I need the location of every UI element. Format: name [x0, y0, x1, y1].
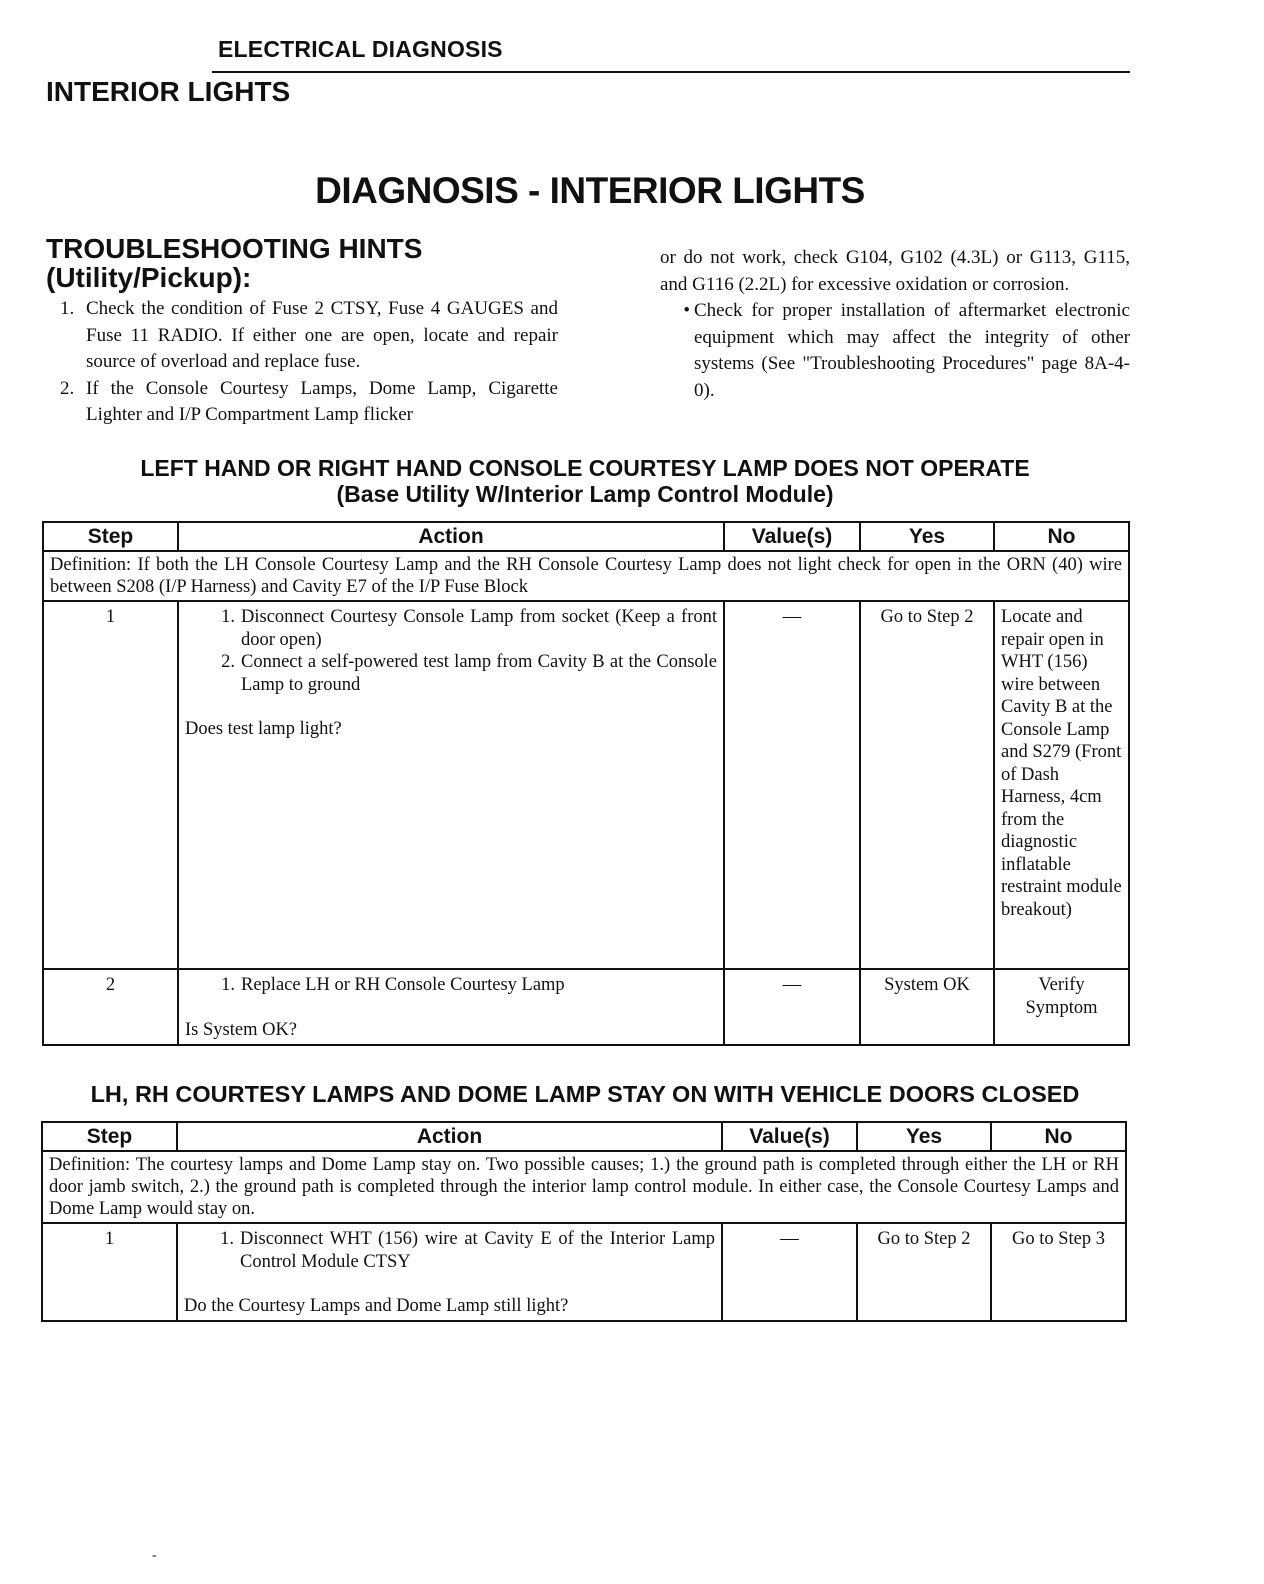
action-text: Disconnect WHT (156) wire at Cavity E of the Interior Lamp Control Module CTSY: [240, 1229, 715, 1272]
action-text: Replace LH or RH Console Courtesy Lamp: [241, 975, 565, 995]
table-header-row: [42, 1122, 1126, 1151]
hint-number: 1.: [60, 298, 75, 319]
step-number: 1: [42, 1223, 177, 1321]
subsection-title: INTERIOR LIGHTS: [46, 76, 291, 107]
action-number: 1.: [221, 607, 235, 627]
table-row: [42, 1223, 1126, 1321]
header-yes: Yes: [857, 1122, 991, 1151]
action-line: [185, 606, 717, 651]
table1: [42, 521, 1130, 1046]
header-values: Value(s): [722, 1122, 857, 1151]
action-question: Does test lamp light?: [185, 719, 342, 739]
hints-heading: [46, 234, 422, 292]
definition-text: Definition: The courtesy lamps and Dome Lamp stay on. Two possible causes; 1.) the ground path is completed through either the LH or RH door jamb switch, 2.) the ground path is completed through the interior lamp control module. In either case, the Console Courtesy Lamps and Dome Lamp would stay on.: [42, 1151, 1126, 1223]
header-rule: [212, 71, 1130, 73]
hint-continuation: or do not work, check G104, G102 (4.3L) or G113, G115, and G116 (2.2L) for excessive oxidation or corrosion.: [660, 247, 1130, 295]
value-cell: —: [724, 601, 860, 969]
hint-number: 2.: [60, 377, 75, 399]
hints-heading-line2: (Utility/Pickup):: [46, 262, 252, 293]
page-title: DIAGNOSIS - INTERIOR LIGHTS: [315, 170, 865, 211]
hint-item: [60, 376, 558, 429]
action-line: [184, 1228, 715, 1273]
definition-row: [43, 551, 1129, 601]
action-number: 1.: [221, 975, 235, 995]
footer-mark: -: [152, 1548, 157, 1563]
action-line: [185, 974, 717, 997]
header-no: No: [994, 522, 1129, 551]
definition-text: Definition: If both the LH Console Courtesy Lamp and the RH Console Courtesy Lamp does not light check for open in the ORN (40) wire between S208 (I/P Harness) and Cavity E7 of the I/P Fuse Block: [43, 551, 1129, 601]
hints-right-column: [660, 245, 1130, 404]
hint-bullet-text: Check for proper installation of aftermarket electronic equipment which may affect the integrity of other systems (See "Troubleshooting Procedures" page 8A-4-0).: [694, 300, 1130, 401]
header-action: Action: [178, 522, 724, 551]
action-text: Connect a self-powered test lamp from Cavity B at the Console Lamp to ground: [241, 652, 717, 695]
value-cell: —: [724, 969, 860, 1045]
hint-item: [60, 296, 558, 376]
action-cell: [178, 601, 724, 969]
table1-title-line1: LEFT HAND OR RIGHT HAND CONSOLE COURTESY LAMP DOES NOT OPERATE: [140, 455, 1030, 481]
hint-bullet-item: [660, 298, 1130, 404]
value-cell: —: [722, 1223, 857, 1321]
action-number: 2.: [221, 652, 235, 672]
action-question: Is System OK?: [185, 1019, 298, 1040]
no-cell: Verify Symptom: [994, 969, 1129, 1045]
step-number: 2: [43, 969, 178, 1045]
action-line: [185, 651, 717, 696]
hints-left-column: [60, 296, 558, 429]
yes-cell: System OK: [860, 969, 994, 1045]
header-step: Step: [42, 1122, 177, 1151]
no-cell: Locate and repair open in WHT (156) wire between Cavity B at the Console Lamp and S279 (Front of Dash Harness, 4cm from the diagnostic inflatable restraint module breakout): [994, 601, 1129, 969]
yes-cell: Go to Step 2: [857, 1223, 991, 1321]
header-action: Action: [177, 1122, 722, 1151]
header-step: Step: [43, 522, 178, 551]
header-yes: Yes: [860, 522, 994, 551]
step-number: 1: [43, 601, 178, 969]
header-no: No: [991, 1122, 1126, 1151]
hint-text: If the Console Courtesy Lamps, Dome Lamp, Cigarette Lighter and I/P Compartment Lamp flicker: [86, 377, 558, 425]
table-row: [43, 969, 1129, 1045]
table2-title: LH, RH COURTESY LAMPS AND DOME LAMP STAY ON WITH VEHICLE DOORS CLOSED: [90, 1081, 1080, 1107]
action-text: Disconnect Courtesy Console Lamp from socket (Keep a front door open): [241, 607, 717, 650]
definition-row: [42, 1151, 1126, 1223]
action-cell: [178, 969, 724, 1045]
bullet-icon: •: [683, 300, 690, 321]
action-number: 1.: [220, 1229, 234, 1249]
table2: [41, 1121, 1127, 1322]
table1-title: [0, 455, 1170, 507]
table-header-row: [43, 522, 1129, 551]
no-cell: Go to Step 3: [991, 1223, 1126, 1321]
action-cell: [177, 1223, 722, 1321]
header-values: Value(s): [724, 522, 860, 551]
table-row: [43, 601, 1129, 969]
section-header: ELECTRICAL DIAGNOSIS: [218, 36, 503, 62]
yes-cell: Go to Step 2: [860, 601, 994, 969]
hints-heading-line1: TROUBLESHOOTING HINTS: [46, 233, 423, 264]
action-question: Do the Courtesy Lamps and Dome Lamp still light?: [184, 1296, 569, 1316]
hint-text: Check the condition of Fuse 2 CTSY, Fuse 4 GAUGES and Fuse 11 RADIO. If either one are open, locate and repair source of overload and replace fuse.: [86, 298, 558, 372]
table1-title-line2: (Base Utility W/Interior Lamp Control Module): [336, 481, 834, 507]
